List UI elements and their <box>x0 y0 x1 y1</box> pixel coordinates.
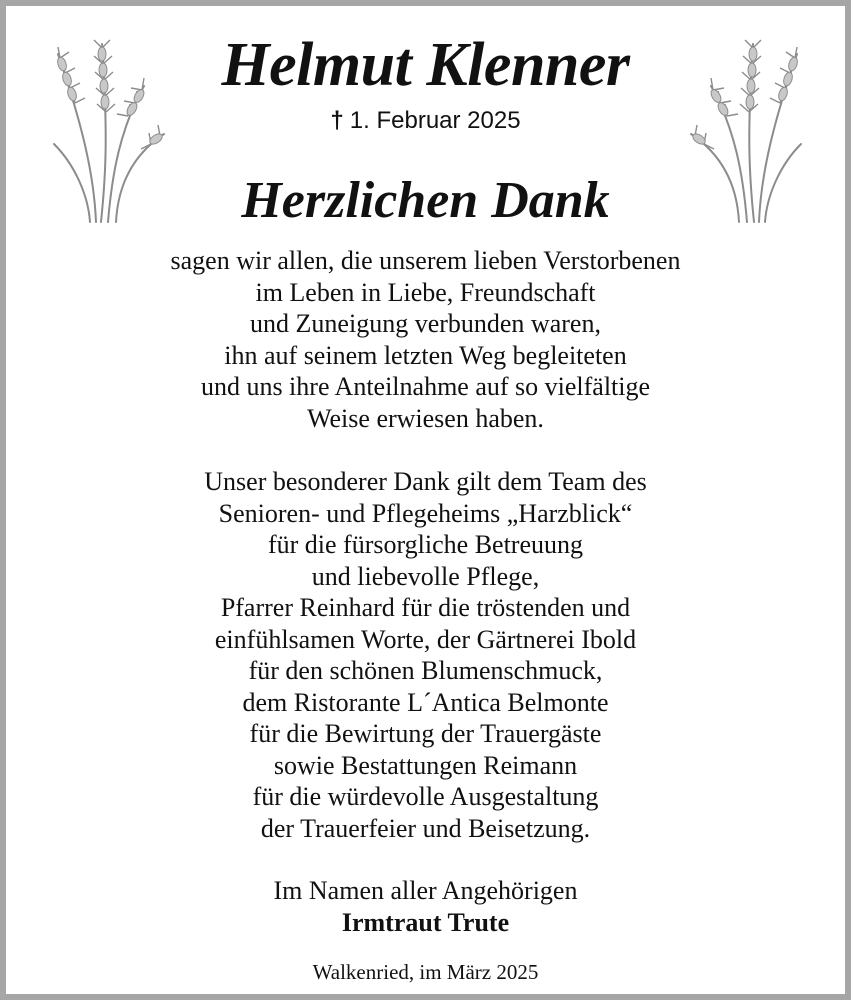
text-line: einfühlsamen Worte, der Gärtnerei Ibold <box>214 624 637 654</box>
text-line: der Trauerfeier und Beisetzung. <box>260 813 591 843</box>
text-line: Pfarrer Reinhard für die tröstenden und <box>220 593 631 622</box>
text-line: im Leben in Liebe, Freundschaft <box>255 277 596 307</box>
death-date: 1. Februar 2025 <box>349 107 521 134</box>
signer-name: Irmtraut Trute <box>341 907 510 937</box>
place-date: Walkenried, im März 2025 <box>312 960 539 984</box>
thanks-heading: Herzlichen Dank <box>241 172 610 229</box>
text-line: für die fürsorgliche Betreuung <box>267 530 584 559</box>
signature-block <box>6 875 845 938</box>
special-thanks-paragraph <box>6 466 845 844</box>
text-line: und Zuneigung verbunden waren, <box>250 309 601 338</box>
death-date-line <box>6 106 845 136</box>
text-line: ihn auf seinem letzten Weg begleiteten <box>224 340 627 370</box>
text-line: für die würdevolle Ausgestaltung <box>252 782 599 811</box>
text-line: für den schönen Blumenschmuck, <box>248 656 603 685</box>
thanks-paragraph <box>6 245 845 434</box>
text-line: für die Bewirtung der Trauergäste <box>249 719 602 748</box>
signoff-line: Im Namen aller Angehörigen <box>273 876 578 905</box>
text-line: und liebevolle Pflege, <box>311 561 540 591</box>
text-line: Weise erwiesen haben. <box>307 403 544 433</box>
text-line: sagen wir allen, die unserem lieben Verstorbenen <box>170 246 681 275</box>
text-line: und uns ihre Anteilnahme auf so vielfältige <box>200 372 651 401</box>
deceased-name: Helmut Klenner <box>221 31 630 99</box>
text-line: Unser besonderer Dank gilt dem Team des <box>204 467 647 496</box>
text-line: sowie Bestattungen Reimann <box>273 750 578 780</box>
cross-icon: † <box>330 107 344 134</box>
text-line: dem Ristorante L´Antica Belmonte <box>242 687 609 717</box>
text-line: Senioren- und Pflegeheims „Harzblick“ <box>218 498 633 528</box>
